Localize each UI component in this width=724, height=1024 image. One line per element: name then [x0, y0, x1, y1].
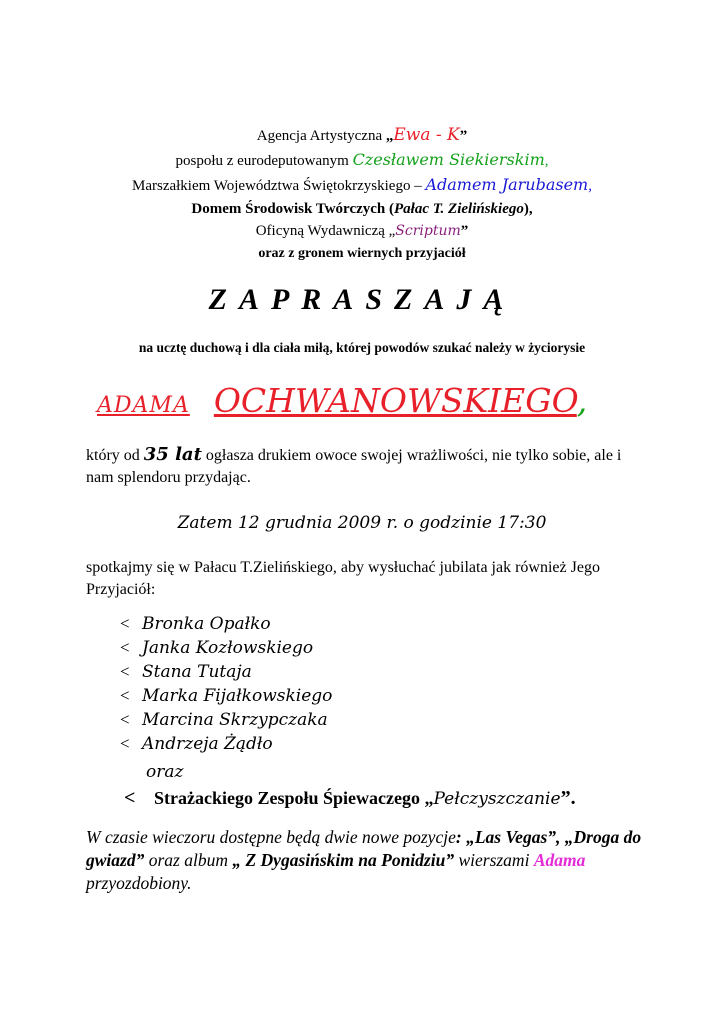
quote-open: „	[385, 128, 394, 144]
bullet-marker: <	[120, 734, 130, 753]
final-part1: W czasie wieczoru dostępne będą dwie nowe pozycje	[86, 827, 456, 847]
heading-subtitle: na ucztę duchową i dla ciała miłą, której powodów szukać należy w życiorysie	[138, 340, 586, 355]
eurodeputy-label: pospołu z eurodeputowanym	[175, 153, 349, 169]
choir-end: ”.	[560, 787, 576, 809]
house-palace: Pałac T. Zielińskiego	[394, 201, 524, 217]
guest-name: Marka Fijałkowskiego	[142, 686, 333, 706]
honoree-name	[97, 376, 587, 432]
house-label: Domem Środowisk Twórczych (	[191, 201, 395, 217]
header-line-marshal	[0, 174, 724, 197]
guest-name: Janka Kozłowskiego	[142, 638, 314, 658]
bullet-marker: <	[120, 638, 130, 657]
marshal-label: Marszałkiem Województwa Świętokrzyskiego –	[132, 178, 422, 194]
event-date: Zatem 12 grudnia 2009 r. o godzinie 17:30	[177, 513, 547, 533]
agency-label: Agencja Artystyczna	[256, 128, 383, 144]
list-item	[120, 708, 332, 732]
header-line-house	[0, 198, 724, 220]
header-line-agency	[0, 124, 724, 147]
header-line-friends	[0, 243, 724, 265]
final-part3: przyozdobiony.	[86, 873, 192, 893]
eurodeputy-name: Czesławem Siekierskim	[352, 150, 545, 169]
honoree-first-name: ADAMA	[97, 393, 190, 418]
list-item	[120, 684, 332, 708]
bullet-marker: <	[120, 614, 130, 633]
honoree-last-name: OCHWANOWSKIEGO	[213, 381, 577, 420]
guest-list	[120, 612, 332, 756]
house-end: ),	[523, 201, 533, 217]
guest-name: Andrzeja Żądło	[142, 734, 273, 754]
choir-name: Pełczyszczanie	[433, 789, 561, 809]
intro-years: 35 lat	[143, 444, 202, 465]
bullet-marker: <	[120, 662, 130, 681]
choir-item	[124, 784, 576, 813]
guest-name: Stana Tutaja	[142, 662, 252, 682]
final-mid: oraz album	[144, 850, 233, 870]
book-droga-do-gwiazd: „Droga do gwiazd”	[86, 827, 642, 870]
list-item	[120, 732, 332, 756]
marshal-comma: ,	[588, 178, 592, 194]
oraz-connector: oraz	[146, 762, 184, 782]
intro-paragraph	[86, 444, 646, 489]
album-title: „ Z Dygasińskim na Ponidziu”	[232, 850, 455, 870]
honoree-comma: ,	[576, 381, 588, 420]
book-las-vegas: „Las Vegas”,	[466, 827, 561, 847]
final-colon: :	[455, 827, 467, 847]
bullet-marker: <	[120, 710, 130, 729]
bullet-marker: <	[124, 787, 136, 809]
main-heading: ZAPRASZAJĄ	[208, 283, 516, 316]
intro-after: ogłasza drukiem owoce swojej wrażliwości, nie tylko sobie, ale i nam splendoru przydając.	[86, 447, 622, 486]
quote-close: ”	[459, 128, 468, 144]
header-line-publisher	[0, 220, 724, 242]
guest-name: Bronka Opałko	[142, 614, 271, 634]
final-paragraph	[86, 826, 646, 895]
header-line-eurodeputy	[0, 149, 724, 172]
publisher-label: Oficyną Wydawniczą „	[255, 223, 396, 239]
intro-before: który od	[86, 447, 144, 464]
publisher-end: ”	[460, 223, 469, 239]
meet-paragraph: spotkajmy się w Pałacu T.Zielińskiego, aby wysłuchać jubilata jak również Jego Przyjaciół:	[86, 559, 600, 598]
list-item	[120, 660, 332, 684]
guest-name: Marcina Skrzypczaka	[142, 710, 328, 730]
bullet-marker: <	[120, 686, 130, 705]
marshal-name: Adamem Jarubasem	[425, 175, 589, 194]
publisher-name: Scriptum	[395, 223, 461, 239]
agency-name: Ewa - K	[393, 125, 460, 145]
list-item	[120, 612, 332, 636]
choir-label: Strażackiego Zespołu Śpiewaczego „	[154, 788, 434, 808]
eurodeputy-comma: ,	[544, 153, 549, 169]
list-item	[120, 636, 332, 660]
final-part2: wierszami	[454, 850, 534, 870]
final-adam: Adama	[533, 850, 586, 870]
friends-text: oraz z gronem wiernych przyjaciół	[258, 246, 466, 261]
